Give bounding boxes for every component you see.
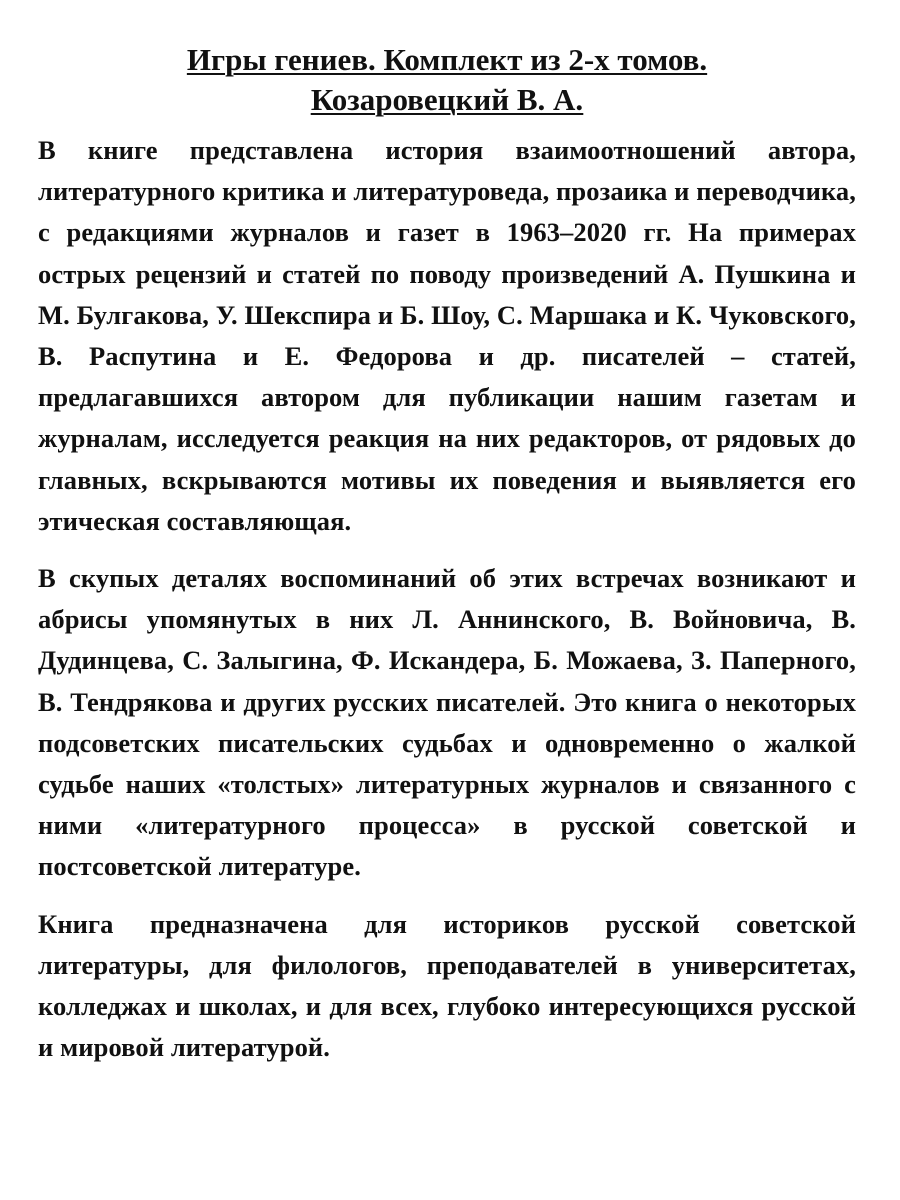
description-paragraph-2: В скупых деталях воспоминаний об этих встречах возникают и абрисы упомянутых в них Л. Аннинского, В. Войновича, В. Дудинцева, С. Залыгина, Ф. Искандера, Б. Можаева, З. Паперного, В. Тендрякова и других русских писателей. Это книга о некоторых подсоветских писательских судьбах и одновременно о жалкой судьбе наших «толстых» литературных журналов и связанного с ними «литературного процесса» в русской советской и постсоветской литературе. — [38, 563, 856, 882]
book-title: Игры гениев. Комплект из 2-х томов. — [186, 42, 708, 77]
book-author: Козаровецкий В. А. — [310, 82, 584, 117]
description-paragraph-1: В книге представлена история взаимоотношений автора, литературного критика и литературоведа, прозаика и переводчика, с редакциями журналов и газет в 1963–2020 гг. На примерах острых рецензий и статей по поводу произведений А. Пушкина и М. Булгакова, У. Шекспира и Б. Шоу, С. Маршака и К. Чуковского, В. Распутина и Е. Федорова и др. писателей – статей, предлагавшихся автором для публикации нашим газетам и журналам, исследуется реакция на них редакторов, от рядовых до главных, вскрываются мотивы их поведения и выявляется его этическая составляющая. — [38, 135, 856, 536]
page-title — [38, 40, 856, 120]
description-paragraph-3: Книга предназначена для историков русской советской литературы, для филологов, преподавателей в университетах, колледжах и школах, и для всех, глубоко интересующихся русской и мировой литературой. — [38, 908, 856, 1063]
